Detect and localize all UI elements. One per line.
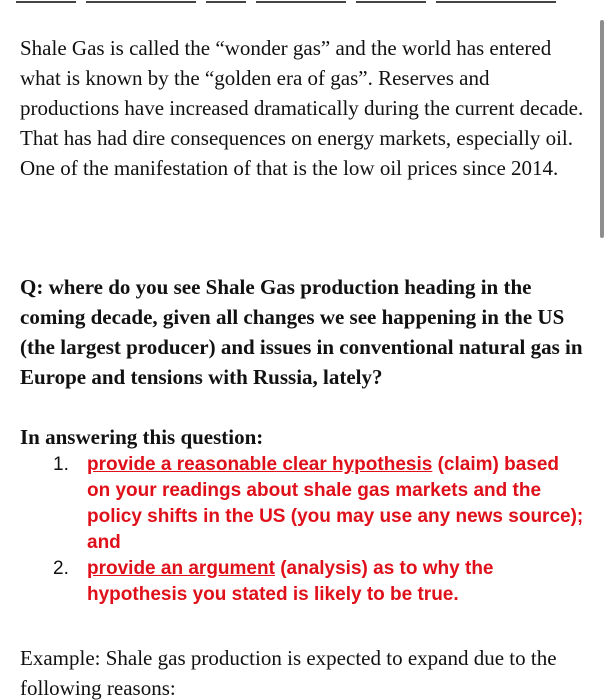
instruction-rest-2: (analysis) as to why the hypothesis you stated is likely to be true. (87, 558, 494, 605)
instruction-item-1 (0, 452, 587, 556)
instruction-number-2: 2. (53, 558, 69, 579)
instruction-rest-1: (claim) based on your readings about shale gas markets and the policy shifts in the US (you may use any news source); and (87, 454, 584, 553)
cut-off-previous-line (16, 0, 576, 4)
vertical-scrollbar[interactable] (600, 20, 604, 238)
question-paragraph: Q: where do you see Shale Gas production heading in the coming decade, given all changes we see happening in the US (the largest producer) and issues in conventional natural gas in Europe and tensions with Russia, lately? (20, 275, 583, 389)
instruction-number-1: 1. (53, 454, 69, 475)
instruction-list (0, 452, 600, 608)
instruction-underlined-2: provide an argument (87, 558, 275, 579)
answering-heading: In answering this question: (20, 425, 264, 449)
example-paragraph: Example: Shale gas production is expected to expand due to the following reasons: (20, 646, 557, 700)
instruction-item-2 (0, 556, 587, 608)
instruction-underlined-1: provide a reasonable clear hypothesis (87, 454, 433, 475)
intro-paragraph: Shale Gas is called the “wonder gas” and the world has entered what is known by the “golden era of gas”. Reserves and productions have increased dramatically during the current decade. That has had dire consequences on energy markets, especially oil. One of the manifestation of that is the low oil prices since 2014. (20, 36, 584, 180)
